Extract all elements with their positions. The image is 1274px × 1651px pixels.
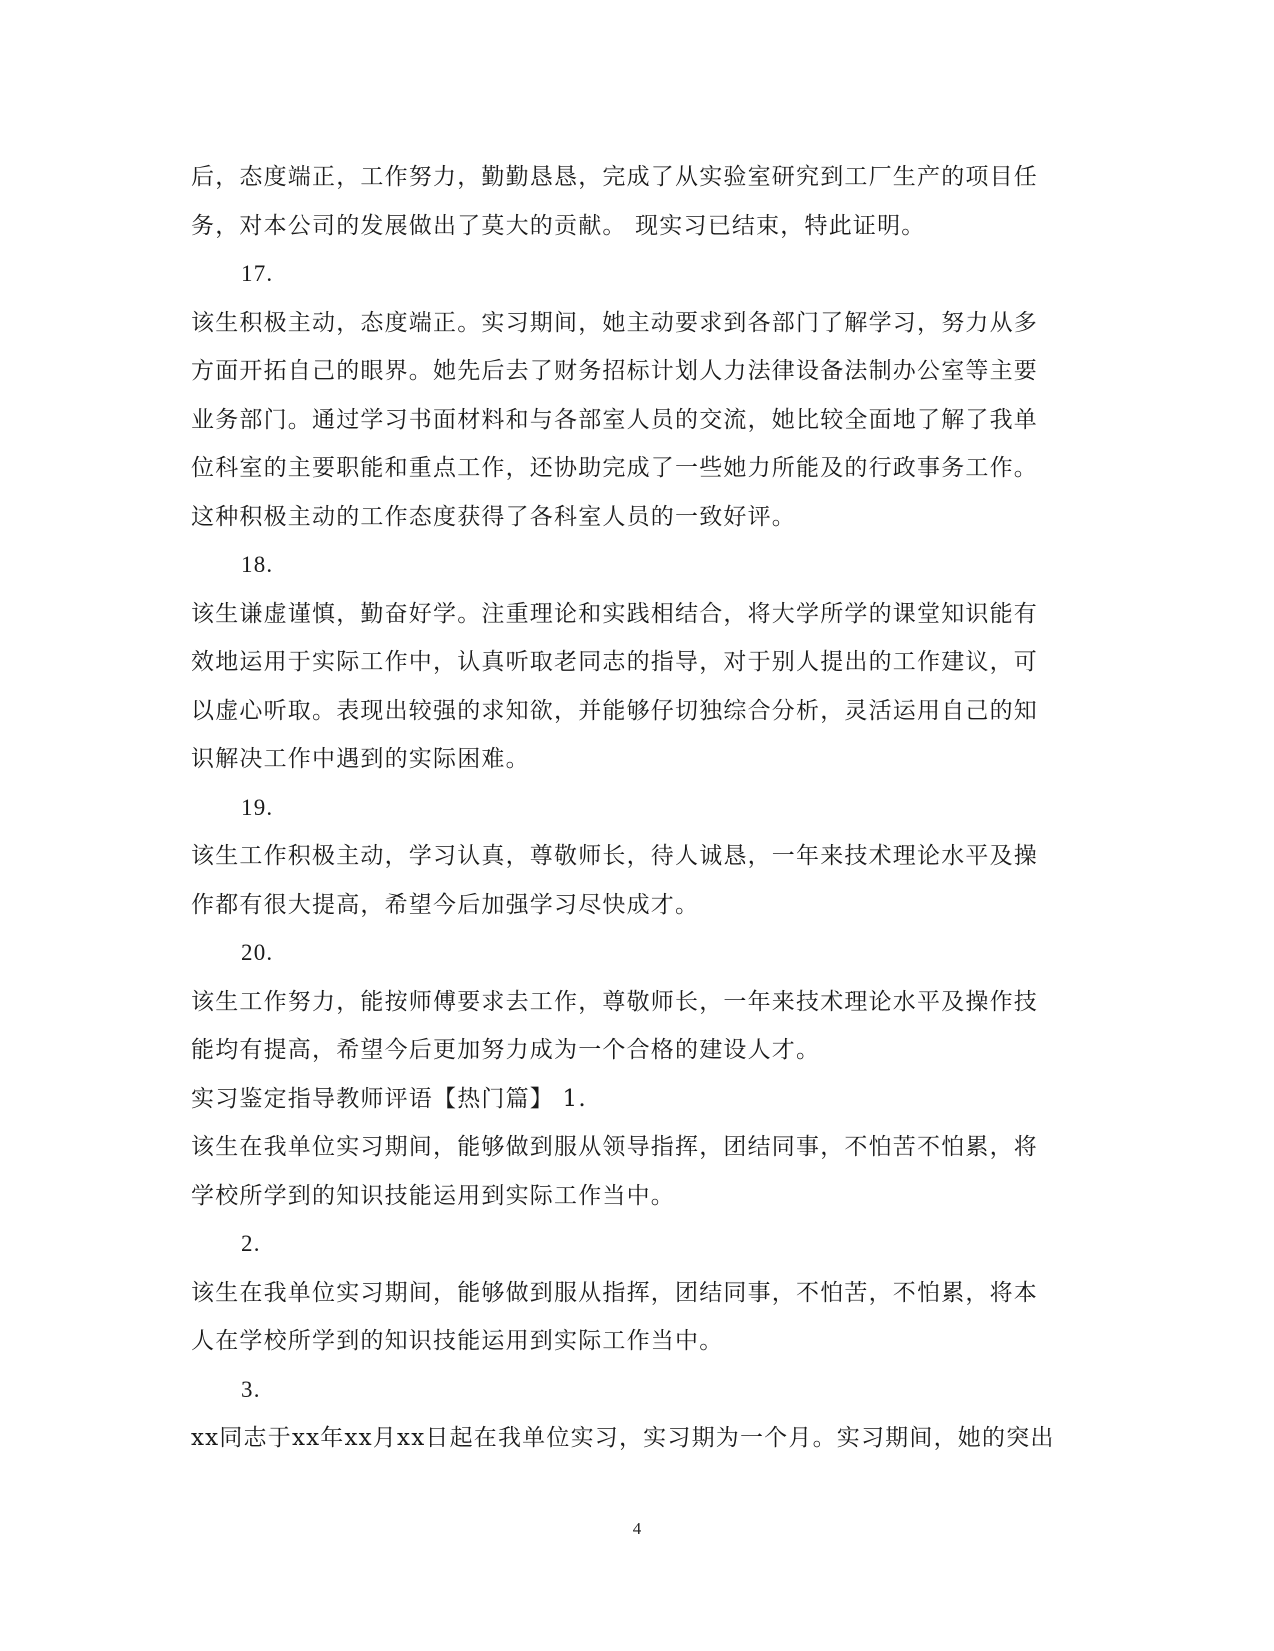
item-number: 17.	[241, 261, 274, 286]
text-line: 学校所学到的知识技能运用到实际工作当中。	[191, 1182, 675, 1209]
text-line: 位科室的主要职能和重点工作，还协助完成了一些她力所能及的行政事务工作。	[191, 455, 1038, 481]
text-line: 识解决工作中遇到的实际困难。	[191, 746, 530, 772]
text-line: 该生积极主动，态度端正。实习期间，她主动要求到各部门了解学习，努力从多	[191, 309, 1038, 336]
text-line: 以虚心听取。表现出较强的求知欲，并能够仔切独综合分析，灵活运用自己的知	[191, 697, 1038, 724]
text-line: 实习鉴定指导教师评语【热门篇】 1.	[191, 1085, 587, 1112]
item-number: 20.	[241, 940, 274, 965]
text-line: 后，态度端正，工作努力，勤勤恳恳，完成了从实验室研究到工厂生产的项目任	[191, 164, 1038, 190]
item-number: 3.	[241, 1376, 261, 1402]
text-line: 该生在我单位实习期间，能够做到服从领导指挥，团结同事，不怕苦不怕累，将	[191, 1134, 1038, 1160]
item-number: 19.	[241, 794, 274, 820]
item-number: 18.	[241, 552, 274, 577]
text-line: 该生工作积极主动，学习认真，尊敬师长，待人诚恳，一年来技术理论水平及操	[191, 843, 1038, 869]
text-line: 务，对本公司的发展做出了莫大的贡献。 现实习已结束，特此证明。	[191, 212, 926, 239]
text-line: 这种积极主动的工作态度获得了各科室人员的一致好评。	[191, 503, 796, 530]
text-line: 效地运用于实际工作中，认真听取老同志的指导，对于别人提出的工作建议，可	[191, 649, 1038, 675]
text-line: 人在学校所学到的知识技能运用到实际工作当中。	[191, 1328, 724, 1354]
text-line: 方面开拓自己的眼界。她先后去了财务招标计划人力法律设备法制办公室等主要	[191, 358, 1038, 384]
document-body	[191, 153, 1071, 1463]
text-line: xx同志于xx年xx月xx日起在我单位实习，实习期为一个月。实习期间，她的突出	[191, 1425, 1055, 1451]
text-line: 作都有很大提高，希望今后加强学习尽快成才。	[191, 891, 700, 918]
item-number: 2.	[241, 1231, 261, 1256]
text-line: 该生在我单位实习期间，能够做到服从指挥，团结同事，不怕苦，不怕累，将本	[191, 1279, 1038, 1306]
text-line: 业务部门。通过学习书面材料和与各部室人员的交流，她比较全面地了解了我单	[191, 406, 1038, 433]
text-line: 该生工作努力，能按师傅要求去工作，尊敬师长，一年来技术理论水平及操作技	[191, 988, 1038, 1015]
text-line: 能均有提高，希望今后更加努力成为一个合格的建设人才。	[191, 1037, 821, 1063]
text-line: 该生谦虚谨慎，勤奋好学。注重理论和实践相结合，将大学所学的课堂知识能有	[191, 600, 1038, 627]
page-number: 4	[632, 1519, 642, 1538]
